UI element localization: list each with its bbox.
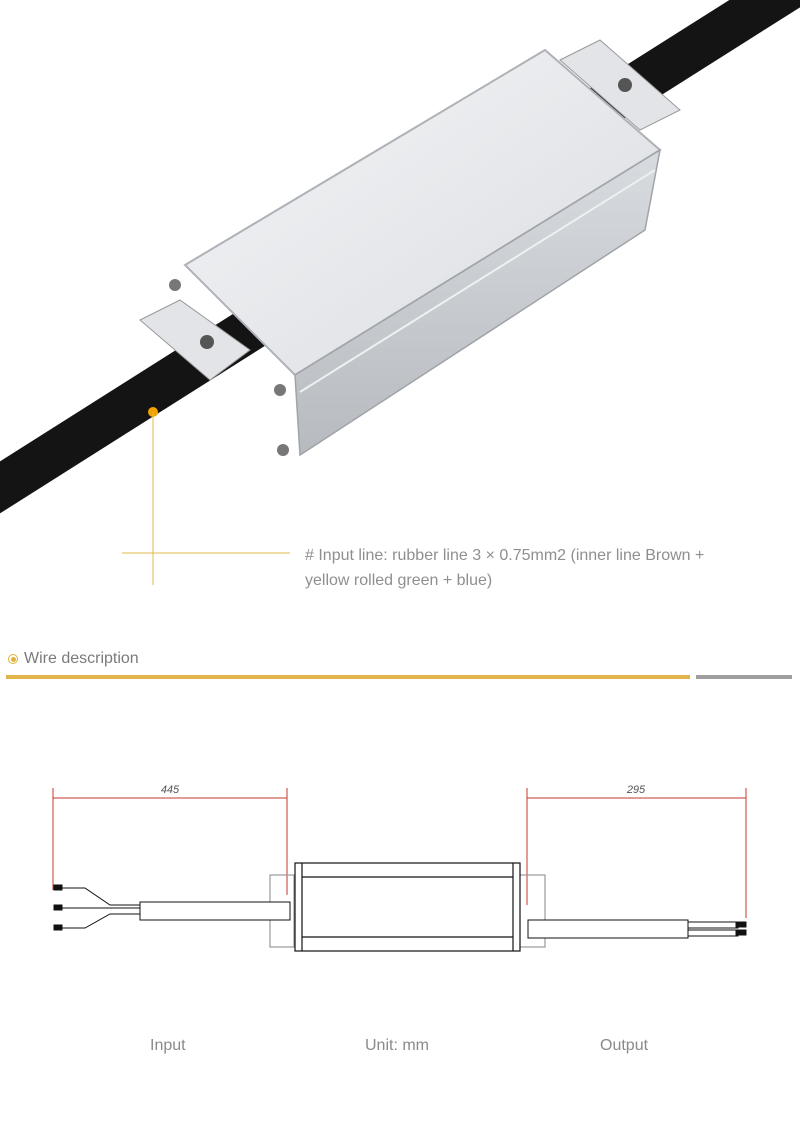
- section-title: Wire description: [24, 650, 139, 667]
- wire-dimension-drawing: [0, 760, 800, 980]
- input-label: Input: [150, 1037, 186, 1054]
- unit-label: Unit: mm: [365, 1037, 429, 1054]
- section-divider: [696, 675, 792, 679]
- driver-housing: [140, 40, 680, 456]
- section-header: [8, 650, 139, 668]
- section-divider-accent: [6, 675, 690, 679]
- callout-pointer: [122, 407, 290, 585]
- radio-dot-icon: [8, 654, 18, 664]
- driver-outline: [270, 863, 545, 951]
- output-cable: [528, 920, 746, 938]
- input-length-label: 445: [160, 784, 180, 796]
- output-label: Output: [600, 1037, 649, 1054]
- input-line-callout: # Input line: rubber line 3 × 0.75mm2 (inner line Brown + yellow rolled green + blue): [305, 547, 705, 589]
- output-length-label: 295: [626, 784, 646, 796]
- input-cable: [54, 885, 290, 930]
